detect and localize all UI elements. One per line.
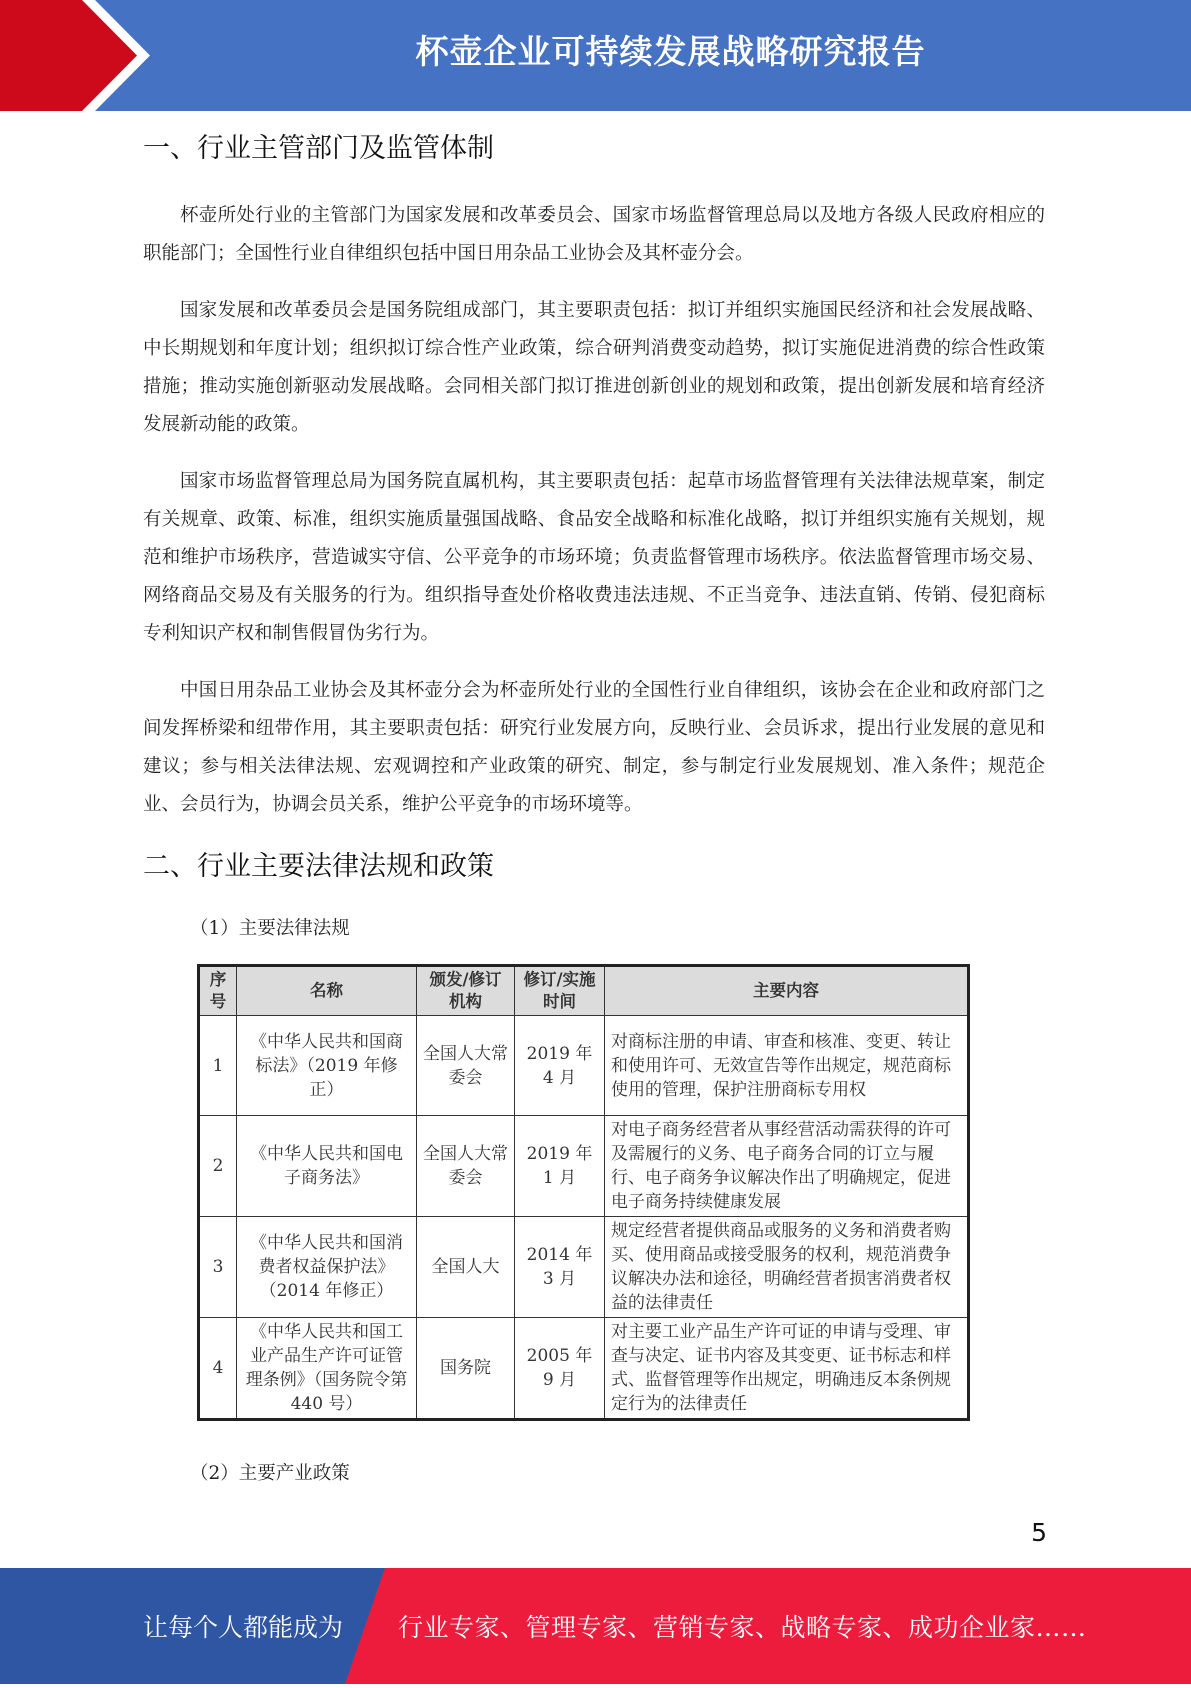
- column-header: 主要内容: [605, 966, 969, 1016]
- subheading-policies: （2）主要产业政策: [190, 1463, 350, 1484]
- table-cell: 全国人大: [417, 1217, 515, 1318]
- paragraph: 杯壶所处行业的主管部门为国家发展和改革委员会、国家市场监督管理总局以及地方各级人民政府相应的职能部门；全国性行业自律组织包括中国日用杂品工业协会及其杯壶分会。: [143, 205, 1045, 264]
- table-cell: 3: [199, 1217, 237, 1318]
- laws-table: [197, 964, 970, 1421]
- table-cell: 2: [199, 1116, 237, 1217]
- page-content: [143, 125, 1045, 1493]
- table-cell: 全国人大常委会: [417, 1116, 515, 1217]
- page-footer: [0, 1568, 1191, 1684]
- table-cell: 2019 年 4 月: [515, 1016, 605, 1116]
- column-header: 序号: [199, 966, 237, 1016]
- section-heading-2: 二、行业主要法律法规和政策: [143, 851, 494, 882]
- table-row: [199, 1116, 969, 1217]
- footer-slogan-left: 让每个人都能成为: [143, 1613, 344, 1642]
- laws-table-wrapper: [197, 964, 967, 1421]
- table-cell: 全国人大常委会: [417, 1016, 515, 1116]
- table-cell: 国务院: [417, 1318, 515, 1420]
- column-header: 修订/实施时间: [515, 966, 605, 1016]
- table-cell: 《中华人民共和国消费者权益保护法》（2014 年修正）: [237, 1217, 417, 1318]
- section-heading-1: 一、行业主管部门及监管体制: [143, 133, 494, 164]
- column-header: 颁发/修订机构: [417, 966, 515, 1016]
- paragraph: 国家市场监督管理总局为国务院直属机构，其主要职责包括：起草市场监督管理有关法律法规草案，制定有关规章、政策、标准，组织实施质量强国战略、食品安全战略和标准化战略，拟订并组织实施有关规划，规范和维护市场秩序，营造诚实守信、公平竞争的市场环境；负责监督管理市场秩序。依法监督管理市场交易、网络商品交易及有关服务的行为。组织指导查处价格收费违法违规、不正当竞争、违法直销、传销、侵犯商标专利知识产权和制售假冒伪劣行为。: [143, 471, 1045, 644]
- page-header: [0, 0, 1191, 111]
- table-row: [199, 1016, 969, 1116]
- subheading-laws: （1）主要法律法规: [190, 918, 350, 939]
- footer-slogan-right: 行业专家、管理专家、营销专家、战略专家、成功企业家……: [398, 1613, 1087, 1642]
- table-cell: 《中华人民共和国电子商务法》: [237, 1116, 417, 1217]
- table-row: [199, 1217, 969, 1318]
- red-chevron-decoration: [0, 0, 160, 111]
- table-cell: 《中华人民共和国商标法》（2019 年修正）: [237, 1016, 417, 1116]
- table-row: [199, 1318, 969, 1420]
- table-cell: 2005 年 9 月: [515, 1318, 605, 1420]
- column-header: 名称: [237, 966, 417, 1016]
- table-cell: 对主要工业产品生产许可证的申请与受理、审查与决定、证书内容及其变更、证书标志和样式、监督管理等作出规定，明确违反本条例规定行为的法律责任: [605, 1318, 969, 1420]
- paragraph: 国家发展和改革委员会是国务院组成部门，其主要职责包括：拟订并组织实施国民经济和社会发展战略、中长期规划和年度计划；组织拟订综合性产业政策，综合研判消费变动趋势，拟订实施促进消费的综合性政策措施；推动实施创新驱动发展战略。会同相关部门拟订推进创新创业的规划和政策，提出创新发展和培育经济发展新动能的政策。: [143, 300, 1045, 435]
- table-cell: 1: [199, 1016, 237, 1116]
- table-cell: 2014 年 3 月: [515, 1217, 605, 1318]
- table-cell: 4: [199, 1318, 237, 1420]
- report-title: 杯壶企业可持续发展战略研究报告: [415, 32, 926, 71]
- table-cell: 对商标注册的申请、审查和核准、变更、转让和使用许可、无效宣告等作出规定，规范商标使用的管理，保护注册商标专用权: [605, 1016, 969, 1116]
- page-number: 5: [1031, 1518, 1047, 1547]
- table-cell: 2019 年 1 月: [515, 1116, 605, 1217]
- paragraph: 中国日用杂品工业协会及其杯壶分会为杯壶所处行业的全国性行业自律组织，该协会在企业和政府部门之间发挥桥梁和纽带作用，其主要职责包括：研究行业发展方向，反映行业、会员诉求，提出行业发展的意见和建议；参与相关法律法规、宏观调控和产业政策的研究、制定，参与制定行业发展规划、准入条件；规范企业、会员行为，协调会员关系，维护公平竞争的市场环境等。: [143, 680, 1045, 815]
- table-header-row: [199, 966, 969, 1016]
- table-cell: 《中华人民共和国工业产品生产许可证管理条例》（国务院令第 440 号）: [237, 1318, 417, 1420]
- table-cell: 规定经营者提供商品或服务的义务和消费者购买、使用商品或接受服务的权利，规范消费争议解决办法和途径，明确经营者损害消费者权益的法律责任: [605, 1217, 969, 1318]
- table-cell: 对电子商务经营者从事经营活动需获得的许可及需履行的义务、电子商务合同的订立与履行、电子商务争议解决作出了明确规定，促进电子商务持续健康发展: [605, 1116, 969, 1217]
